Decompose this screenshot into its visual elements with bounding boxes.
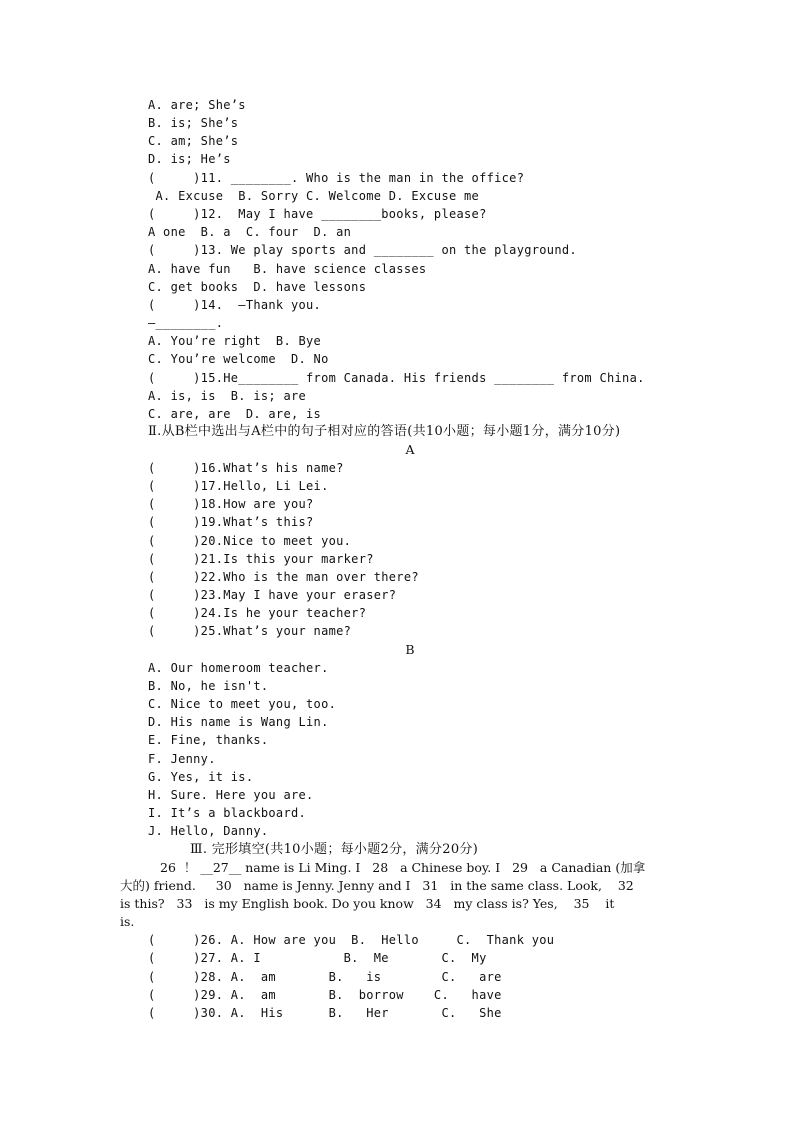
- question-30: ( )30. A. His B. Her C. She: [148, 1006, 502, 1020]
- question-27: ( )27. A. I B. Me C. My: [148, 951, 487, 965]
- passage-line-2: 大的) friend. 30 name is Jenny. Jenny and I 31 in the same class. Look, 32: [120, 878, 634, 893]
- question-13: ( )13. We play sports and ________ on the playground.: [148, 243, 577, 257]
- column-a-label: A: [405, 442, 415, 457]
- q14-options-1: A. You’re right B. Bye: [148, 334, 322, 348]
- answer-d: D. His name is Wang Lin.: [148, 715, 329, 729]
- column-b-label: B: [405, 642, 415, 657]
- q10-option-d: D. is; He’s: [148, 152, 231, 166]
- question-18: ( )18.How are you?: [148, 497, 314, 511]
- q10-option-c: C. am; She’s: [148, 134, 239, 148]
- answer-j: J. Hello, Danny.: [148, 824, 269, 838]
- answer-f: F. Jenny.: [148, 752, 216, 766]
- question-29: ( )29. A. am B. borrow C. have: [148, 988, 502, 1002]
- passage-line-3: is this? 33 is my English book. Do you know 34 my class is? Yes, 35 it: [120, 896, 615, 911]
- question-23: ( )23.May I have your eraser?: [148, 588, 397, 602]
- q11-options: A. Excuse B. Sorry C. Welcome D. Excuse me: [148, 189, 480, 203]
- question-19: ( )19.What’s this?: [148, 515, 314, 529]
- answer-e: E. Fine, thanks.: [148, 733, 269, 747]
- section-3-title: Ⅲ. 完形填空(共10小题；每小题2分，满分20分): [190, 842, 479, 857]
- question-12: ( )12. May I have ________books, please?: [148, 207, 487, 221]
- question-25: ( )25.What’s your name?: [148, 624, 352, 638]
- answer-i: I. It’s a blackboard.: [148, 806, 307, 820]
- question-22: ( )22.Who is the man over there?: [148, 570, 419, 584]
- passage-line-4: is.: [120, 914, 135, 929]
- passage-line-1: 26 ！ __27__ name is Li Ming. I 28 a Chinese boy. I 29 a Canadian (加拿: [160, 860, 646, 875]
- question-26: ( )26. A. How are you B. Hello C. Thank you: [148, 933, 555, 947]
- answer-g: G. Yes, it is.: [148, 770, 254, 784]
- q15-options-1: A. is, is B. is; are: [148, 389, 307, 403]
- answer-c: C. Nice to meet you, too.: [148, 697, 337, 711]
- q12-options: A one B. a C. four D. an: [148, 225, 352, 239]
- question-20: ( )20.Nice to meet you.: [148, 534, 352, 548]
- question-28: ( )28. A. am B. is C. are: [148, 970, 502, 984]
- question-16: ( )16.What’s his name?: [148, 461, 344, 475]
- q15-options-2: C. are, are D. are, is: [148, 407, 322, 421]
- question-14: ( )14. —Thank you.: [148, 298, 322, 312]
- question-17: ( )17.Hello, Li Lei.: [148, 479, 329, 493]
- answer-b: B. No, he isn't.: [148, 679, 269, 693]
- question-11: ( )11. ________. Who is the man in the office?: [148, 171, 525, 185]
- answer-h: H. Sure. Here you are.: [148, 788, 314, 802]
- answer-a: A. Our homeroom teacher.: [148, 661, 329, 675]
- section-2-title: Ⅱ.从B栏中选出与A栏中的句子相对应的答语(共10小题；每小题1分，满分10分): [148, 424, 621, 439]
- q10-option-a: A. are; She’s: [148, 98, 246, 112]
- q10-option-b: B. is; She’s: [148, 116, 239, 130]
- question-21: ( )21.Is this your marker?: [148, 552, 374, 566]
- q13-options-2: C. get books D. have lessons: [148, 280, 367, 294]
- q14-reply: —________.: [148, 316, 224, 330]
- question-15: ( )15.He________ from Canada. His friends ________ from China.: [148, 371, 645, 385]
- q14-options-2: C. You’re welcome D. No: [148, 352, 329, 366]
- question-24: ( )24.Is he your teacher?: [148, 606, 367, 620]
- q13-options-1: A. have fun B. have science classes: [148, 262, 427, 276]
